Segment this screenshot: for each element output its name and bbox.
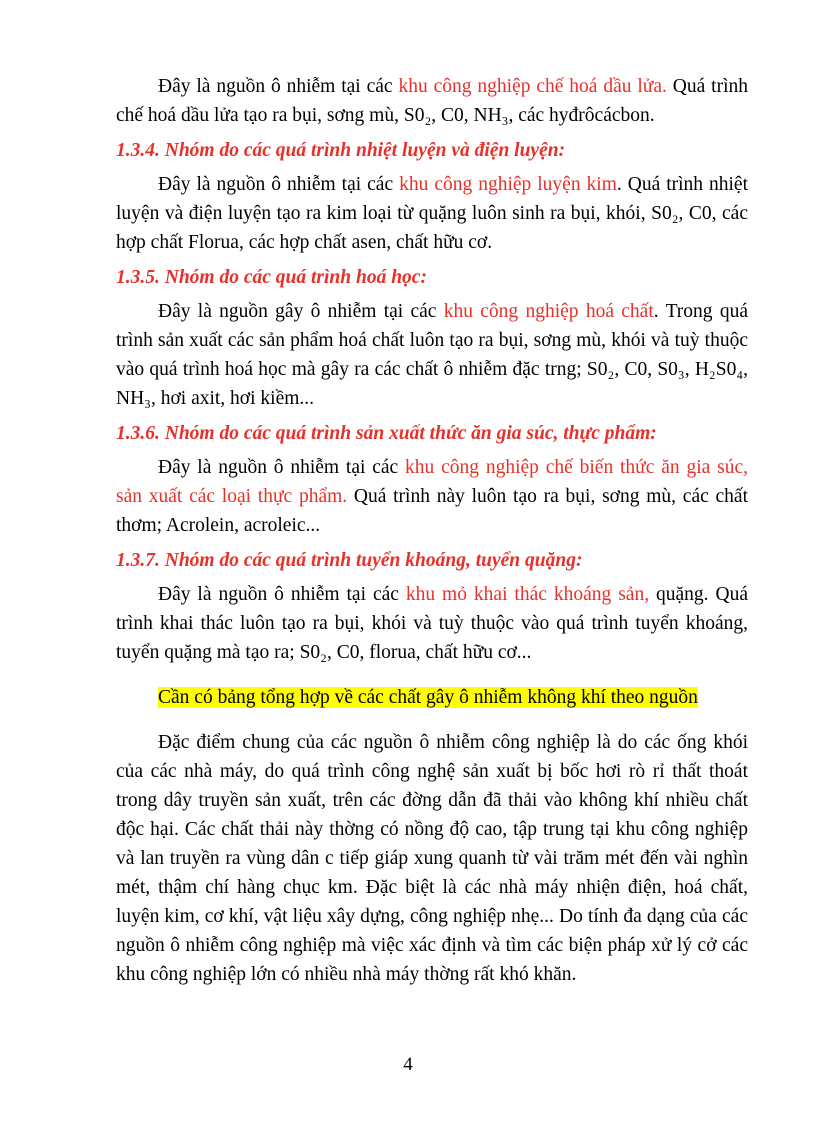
closing-paragraph: Đặc điểm chung của các nguồn ô nhiễm công nghiệp là do các ống khói của các nhà máy, do quá trình công nghệ sản xuất bị bốc hơi rò rỉ thất thoát trong dây truyền sản xuất, trên các đờng dẫn đã thải vào không khí nhiều chất độc hại. Các chất thải này thờng có nồng độ cao, tập trung tại khu công nghiệp và lan truyền ra vùng dân c tiếp giáp xung quanh từ vài trăm mét đến vài nghìn mét, thậm chí hàng chục km. Đặc biệt là các nhà máy nhiện điện, hoá chất, luyện kim, cơ khí, vật liệu xây dựng, công nghiệp nhẹ... Do tính đa dạng của các nguồn ô nhiễm công nghiệp mà việc xác định và tìm các biện pháp xử lý cở các khu công nghiệp lớn có nhiều nhà máy thờng rất khó khăn. (116, 732, 748, 985)
document-page (116, 72, 748, 989)
para-text: Đây là nguồn ô nhiễm tại các (158, 457, 406, 478)
para-text-cont: quặng. Quá trình khai thác luôn tạo ra bụi, khói và tuỳ thuộc vào quá trình tuyển khoáng, tuyển quặng mà tạo ra; S0₂, C0, florua, chất hữu cơ... (116, 584, 748, 663)
page-number: 4 (403, 1054, 413, 1075)
para-text: Đây là nguồn ô nhiễm tại các (158, 584, 406, 605)
section-heading-134: 1.3.4. Nhóm do các quá trình nhiệt luyện và điện luyện: (116, 140, 566, 161)
intro-red-text: khu công nghiệp chế hoá dầu lửa. (398, 76, 667, 97)
intro-text-cont: Quá trình chế hoá dầu lửa tạo ra bụi, sơng mù, S0₂, C0, NH₃, các hyđrôcácbon. (116, 76, 748, 126)
para-text: Đây là nguồn gây ô nhiễm tại các (158, 301, 444, 322)
section-paragraph-137 (116, 580, 748, 667)
highlight-note-text: Cần có bảng tổng hợp về các chất gây ô nhiễm không khí theo nguồn (158, 687, 698, 708)
section-heading-137: 1.3.7. Nhóm do các quá trình tuyển khoáng, tuyển quặng: (116, 550, 583, 571)
para-red-text: khu mỏ khai thác khoáng sản, (405, 584, 650, 605)
para-text-cont: . Quá trình nhiệt luyện và điện luyện tạo ra kim loại từ quặng luôn sinh ra bụi, khói, S0₂, C0, các hợp chất Florua, các hợp chất asen, chất hữu cơ. (116, 174, 748, 253)
para-red-text: khu công nghiệp chế biến thức ăn gia súc, sản xuất các loại thực phẩm. (116, 457, 748, 507)
para-text: Đây là nguồn ô nhiễm tại các (158, 174, 400, 195)
section-paragraph-135 (116, 297, 748, 413)
intro-paragraph (116, 72, 748, 130)
intro-text: Đây là nguồn ô nhiễm tại các (158, 76, 399, 97)
section-heading-135: 1.3.5. Nhóm do các quá trình hoá học: (116, 267, 427, 288)
highlight-note (116, 683, 748, 712)
section-paragraph-134 (116, 170, 748, 257)
para-red-text: khu công nghiệp luyện kim (399, 174, 617, 195)
para-red-text: khu công nghiệp hoá chất (443, 301, 654, 322)
section-heading-136: 1.3.6. Nhóm do các quá trình sản xuất thức ăn gia súc, thực phẩm: (116, 423, 657, 444)
para-text-cont: . Trong quá trình sản xuất các sản phẩm hoá chất luôn tạo ra bụi, sơng mù, khói và tuỳ thuộc vào quá trình hoá học mà gây ra các chất ô nhiễm đặc trng; S0₂, C0, S0₃, H₂S0₄, NH₃, hơi axit, hơi kiềm... (116, 301, 748, 409)
section-paragraph-136 (116, 453, 748, 540)
para-text-cont: Quá trình này luôn tạo ra bụi, sơng mù, các chất thơm; Acrolein, acroleic... (116, 486, 748, 536)
